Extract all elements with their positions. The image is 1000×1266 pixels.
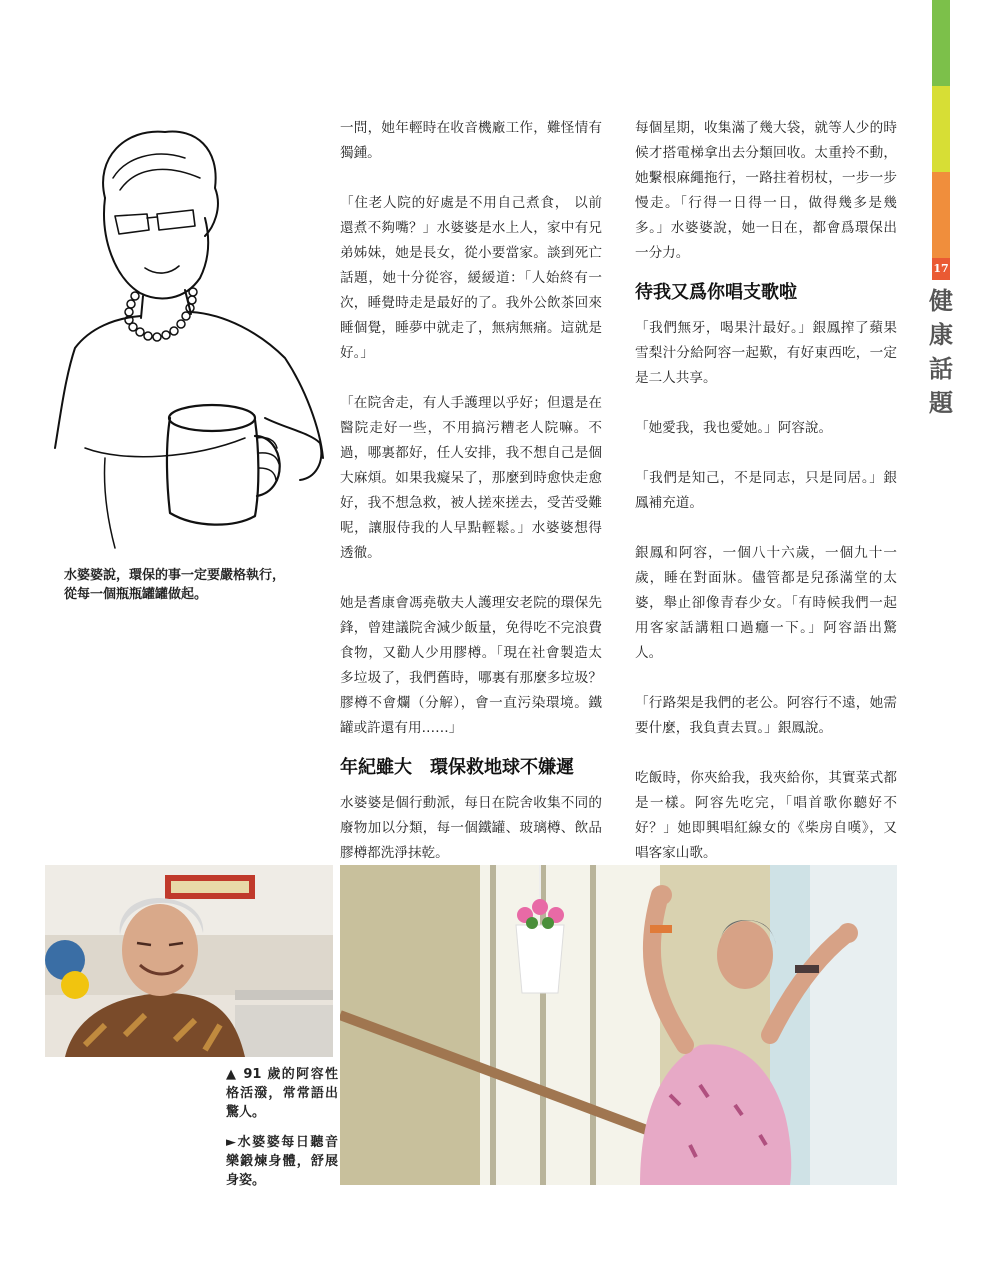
photo-caption-2: ►水婆婆每日聽音樂鍛煉身體，舒展身姿。: [226, 1135, 338, 1188]
photo-caption-1: ▲ 91 歲的阿容性格活潑，常常語出驚人。: [226, 1067, 338, 1120]
tab-orange: [932, 172, 950, 258]
tab-green: [932, 0, 950, 86]
sketch-caption: [64, 566, 324, 604]
section-title: [928, 284, 954, 420]
paragraph: 吃飯時，你夾給我，我夾給你，其實菜式都是一樣。阿容先吃完，「唱首歌你聽好不好？」她即興唱紅線女的《柴房自嘆》，又唱客家山歌。: [635, 770, 897, 861]
article-column-1: [340, 116, 602, 991]
paragraph: 「在院舍走，有人手護理以乎好；但還是在醫院走好一些，不用搞污糟老人院嘛。不過，哪裏都好，任人安排，我不想自己是個大麻煩。如果我癡呆了，那麼到時愈快走愈好，我不想急救，被人搓來搓去，受苦受難呢，讓服侍我的人早點輕鬆。」水婆婆想得透徹。: [340, 395, 602, 561]
section-title-char: 健: [929, 286, 953, 315]
paragraph: 一問，她年輕時在收音機廠工作，難怪情有獨鍾。: [340, 120, 602, 161]
sketch-caption-line: 從每一個瓶瓶罐罐做起。: [64, 587, 208, 602]
page-number: 17: [932, 258, 950, 280]
section-title-char: 話: [929, 354, 953, 383]
photo-ah-yung: [45, 865, 333, 1057]
sketch-caption-line: 水婆婆說，環保的事一定要嚴格執行，: [64, 568, 286, 583]
section-title-char: 題: [929, 388, 953, 417]
paragraph: 「我們是知己，不是同志，只是同居。」銀鳳補充道。: [635, 470, 897, 511]
sketch-illustration: [45, 118, 330, 553]
subheading: 年紀雖大 環保救地球不嫌遲: [340, 757, 574, 778]
paragraph: 每個星期，收集滿了幾大袋，就等人少的時候才搭電梯拿出去分類回收。太重拎不動，她繫根麻繩拖行，一路拄着枴杖，一步一步慢走。「行得一日得一日，做得幾多是幾多。」水婆婆說，她一日在，都會爲環保出一分力。: [635, 120, 897, 261]
paragraph: 水婆婆是個行動派，每日在院舍收集不同的廢物加以分類，每一個鐵罐、玻璃樽、飲品膠樽都洗淨抹乾。: [340, 795, 602, 861]
tab-yellow: [932, 86, 950, 172]
paragraph: 「行路架是我們的老公。阿容行不遠，她需要什麼，我負責去買。」銀鳳說。: [635, 695, 897, 736]
paragraph: 「她愛我，我也愛她。」阿容說。: [635, 420, 833, 436]
paragraph: 她是耆康會馮堯敬夫人護理安老院的環保先鋒，曾建議院舍減少飯量，免得吃不完浪費食物，又勸人少用膠樽。「現在社會製造太多垃圾了，我們舊時，哪裏有那麼多垃圾？膠樽不會爛（分解），會一直污染環境。鐵罐或許還有用……」: [340, 595, 602, 736]
paragraph: 「我們無牙，喝果汁最好。」銀鳳搾了蘋果雪梨汁分給阿容一起歎，有好東西吃，一定是二人共享。: [635, 320, 897, 386]
section-title-char: 康: [929, 320, 953, 349]
color-tab-strip: [932, 0, 950, 258]
paragraph: 「住老人院的好處是不用自己煮食， 以前還煮不夠嘴？」水婆婆是水上人，家中有兄弟姊妹，她是長女，從小要當家。談到死亡話題，她十分從容，緩緩道：「人始終有一次，睡覺時走是最好的了。我外公飲茶回來睡個覺，睡夢中就走了，無病無痛。這就是好。」: [340, 195, 602, 361]
paragraph: 銀鳳和阿容，一個八十六歲，一個九十一歲，睡在對面牀。儘管都是兒孫滿堂的太婆，舉止卻像青春少女。「有時候我們一起用客家話講粗口過癮一下。」阿容語出驚人。: [635, 545, 897, 661]
photo-exercise: [340, 865, 897, 1185]
subheading: 待我又爲你唱支歌啦: [635, 282, 797, 303]
